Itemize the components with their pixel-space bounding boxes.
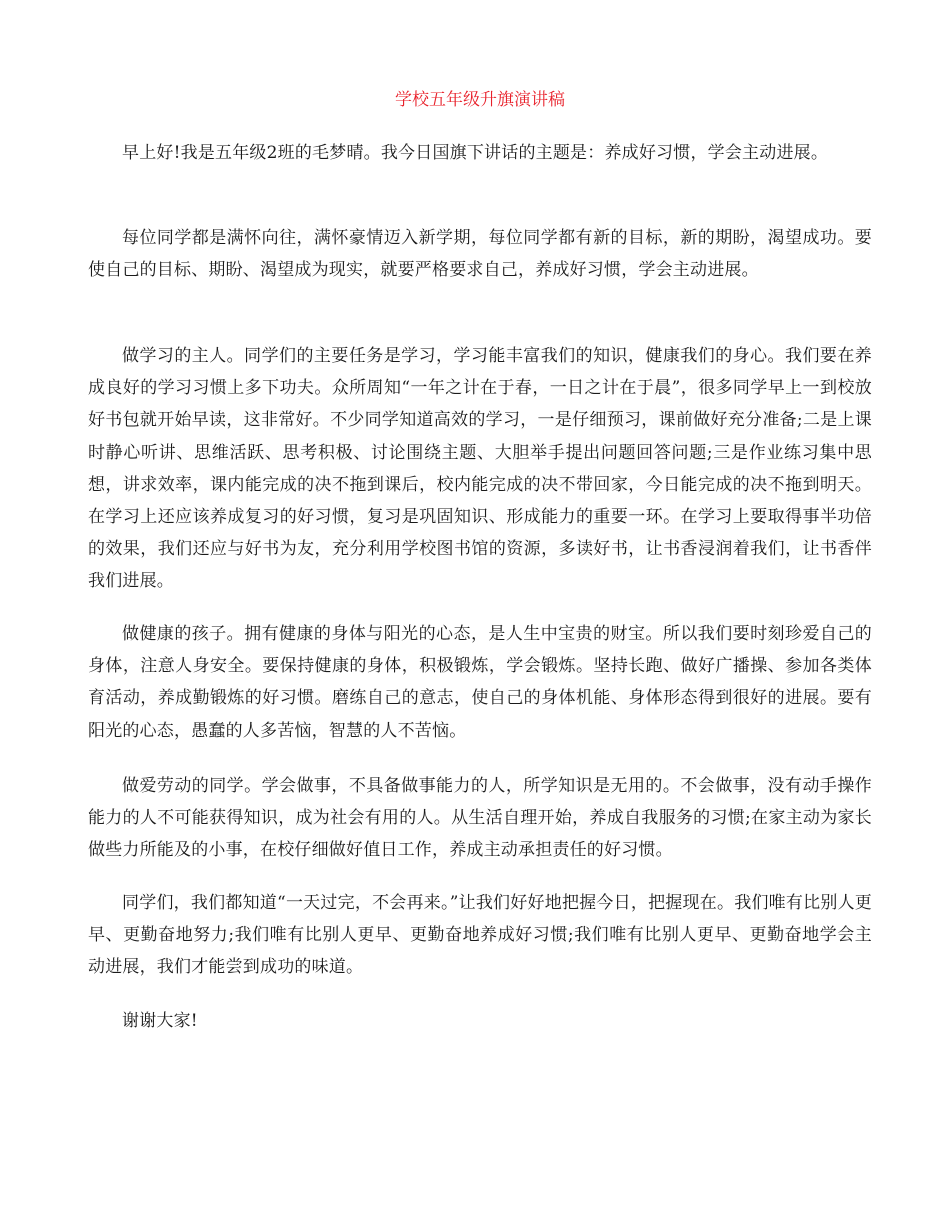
paragraph-new-semester: 每位同学都是满怀向往，满怀豪情迈入新学期，每位同学都有新的目标，新的期盼，渴望成功。要使自己的目标、期盼、渴望成为现实，就要严格要求自己，养成好习惯，学会主动进展。 xyxy=(88,228,872,281)
paragraph-thanks: 谢谢大家! xyxy=(122,1011,198,1031)
paragraph-health: 做健康的孩子。拥有健康的身体与阳光的心态，是人生中宝贵的财宝。所以我们要时刻珍爱自己的身体，注意人身安全。要保持健康的身体，积极锻炼，学会锻炼。坚持长跑、做好广播操、参加各类体育活动，养成勤锻炼的好习惯。磨练自己的意志，使自己的身体机能、身体形态得到很好的进展。要有阳光的心态，愚蠢的人多苦恼，智慧的人不苦恼。 xyxy=(88,624,872,741)
paragraph-study: 做学习的主人。同学们的主要任务是学习，学习能丰富我们的知识，健康我们的身心。我们要在养成良好的学习习惯上多下功夫。众所周知“一年之计在于春，一日之计在于晨”，很多同学早上一到校放好书包就开始早读，这非常好。不少同学知道高效的学习，一是仔细预习，课前做好充分准备;二是上课时静心听讲、思维活跃、思考积极、讨论围绕主题、大胆举手提出问题回答问题;三是作业练习集中思想，讲求效率，课内能完成的决不拖到课后，校内能完成的决不带回家，今日能完成的决不拖到明天。在学习上还应该养成复习的好习惯，复习是巩固知识、形成能力的重要一环。在学习上要取得事半功倍的效果，我们还应与好书为友，充分利用学校图书馆的资源，多读好书，让书香浸润着我们，让书香伴我们进展。 xyxy=(88,346,872,592)
paragraph-conclusion: 同学们，我们都知道“一天过完，不会再来。”让我们好好地把握今日，把握现在。我们唯有比别人更早、更勤奋地努力;我们唯有比别人更早、更勤奋地养成好习惯;我们唯有比别人更早、更勤奋地学会主动进展，我们才能尝到成功的味道。 xyxy=(88,893,872,978)
document-title: 学校五年级升旗演讲稿 xyxy=(395,90,565,110)
paragraph-greeting: 早上好!我是五年级2班的毛梦晴。我今日国旗下讲话的主题是：养成好习惯，学会主动进展。 xyxy=(122,143,829,163)
paragraph-labor: 做爱劳动的同学。学会做事，不具备做事能力的人，所学知识是无用的。不会做事，没有动手操作能力的人不可能获得知识，成为社会有用的人。从生活自理开始，养成自我服务的习惯;在家主动为家长做些力所能及的小事，在校仔细做好值日工作，养成主动承担责任的好习惯。 xyxy=(88,776,872,861)
